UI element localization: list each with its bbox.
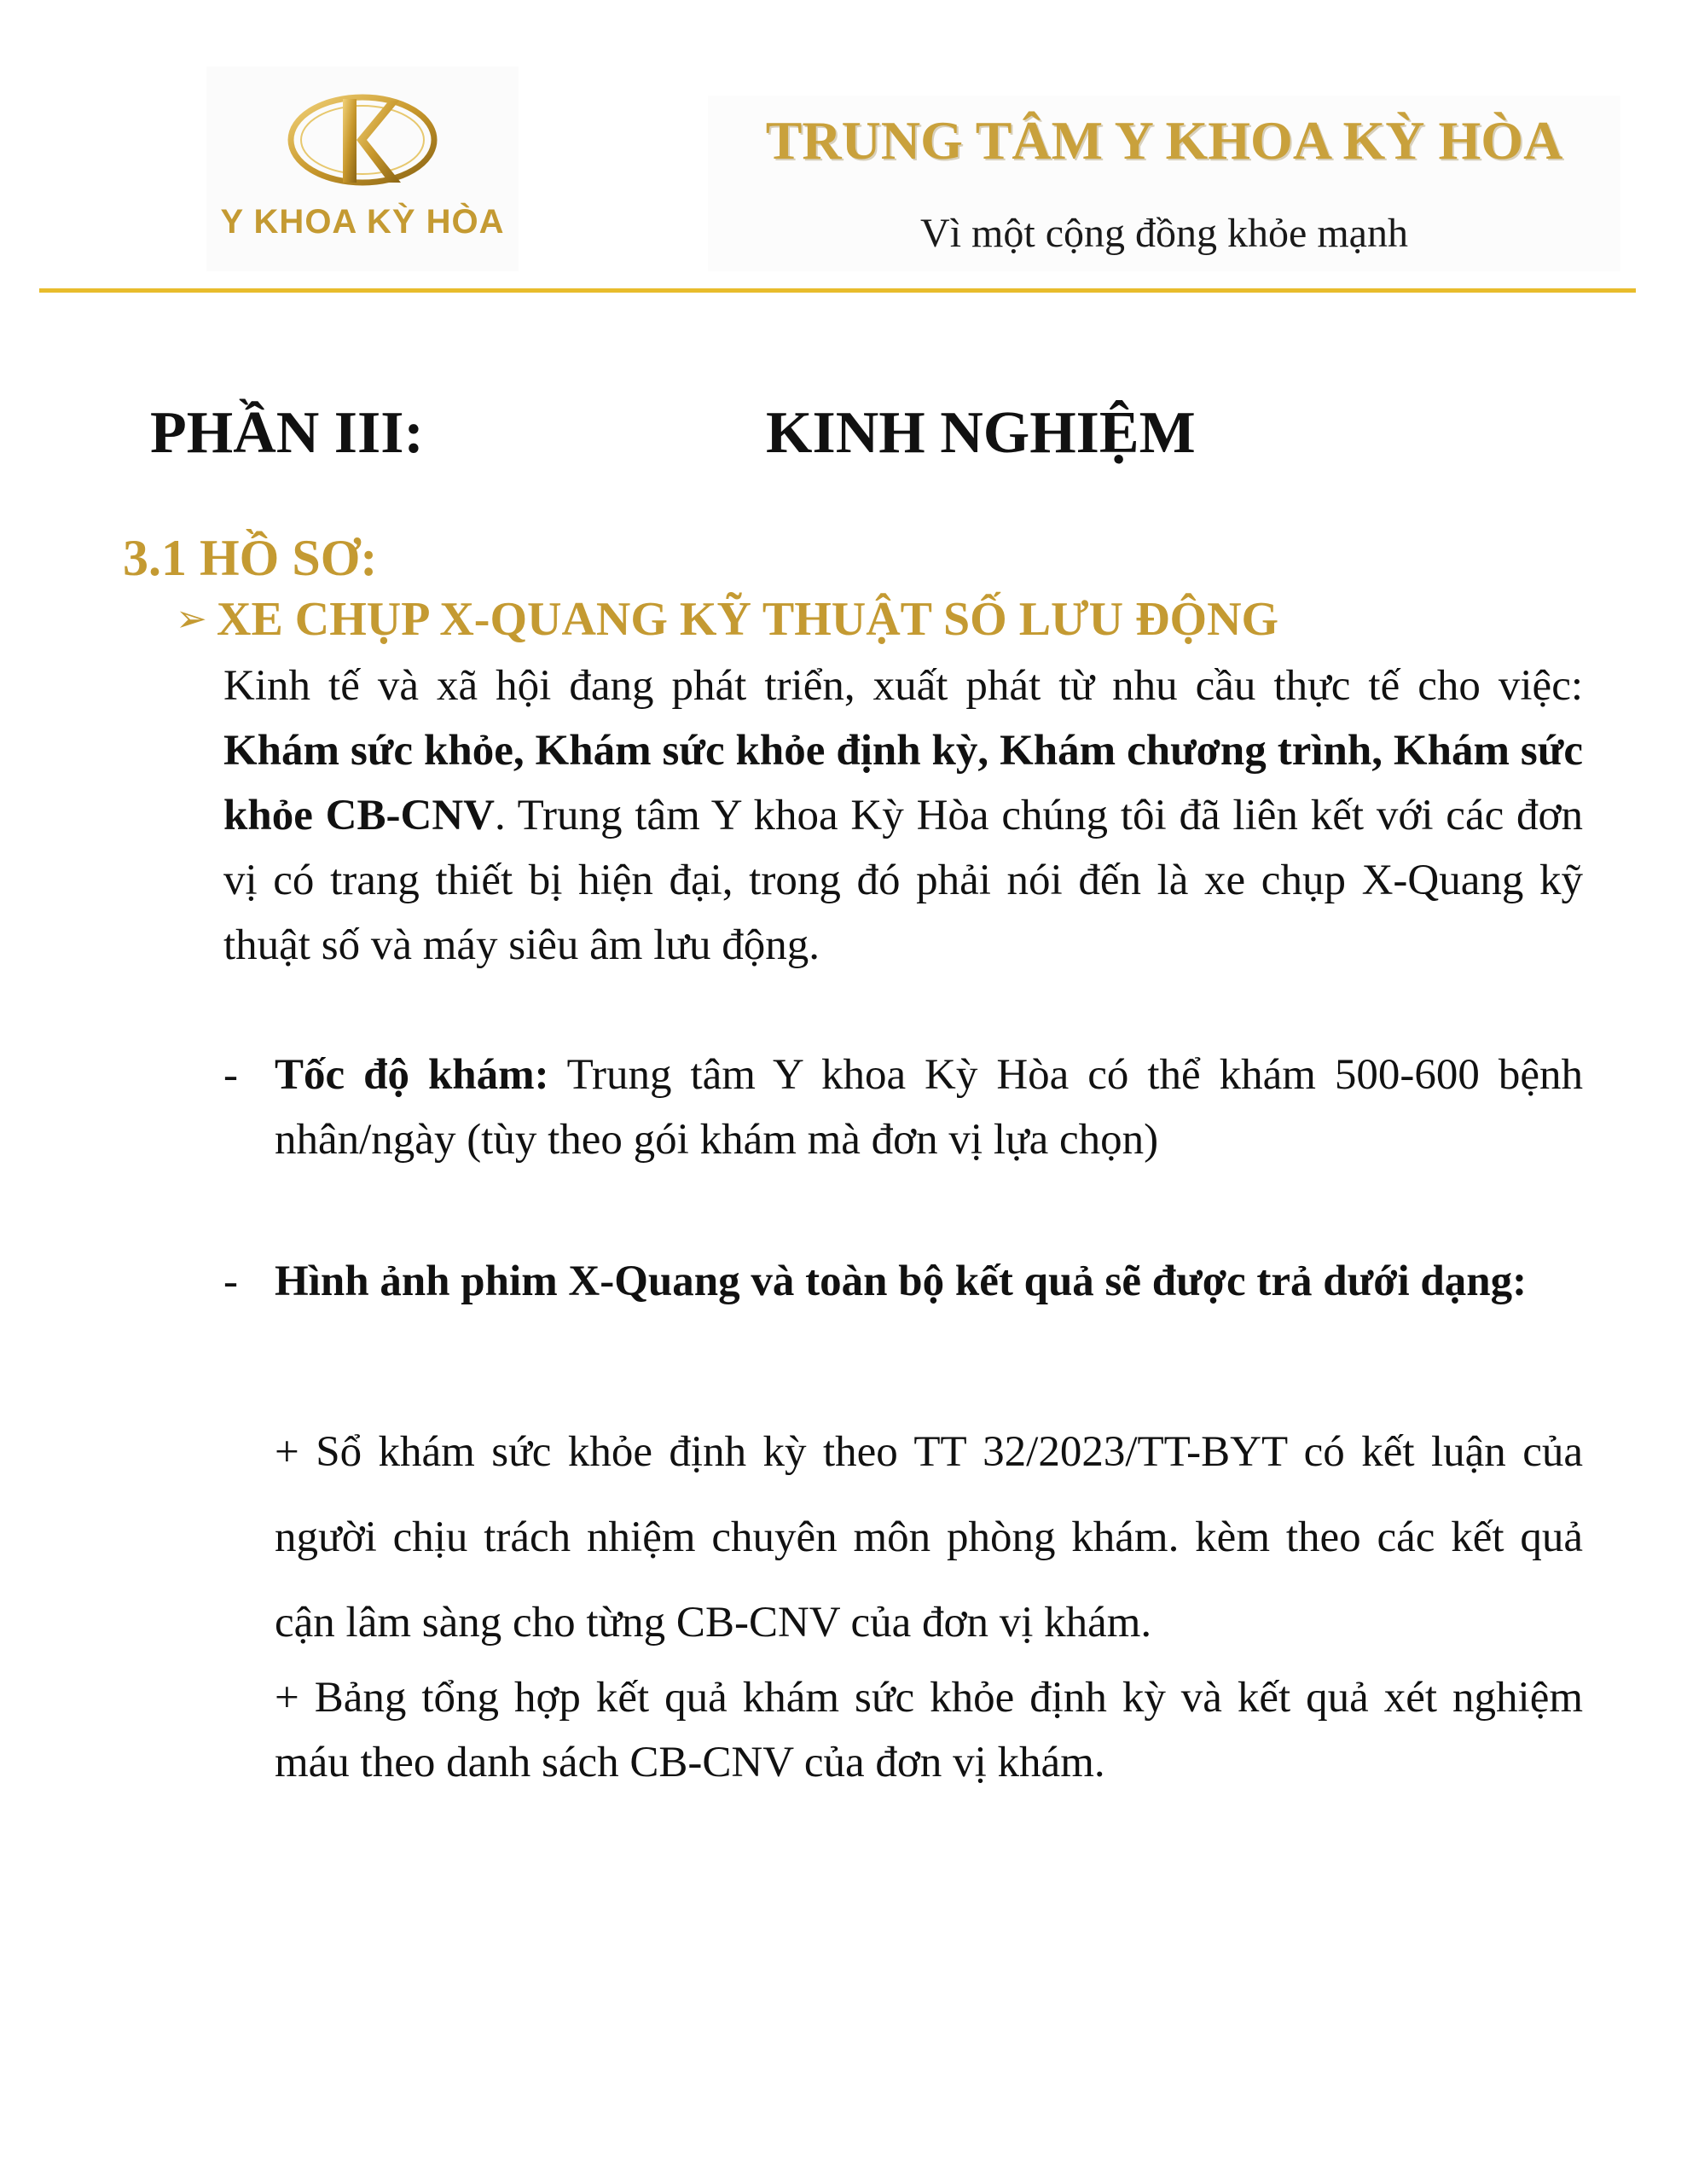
section-heading: 3.1 HỒ SƠ: [123,530,378,586]
logo-brand-text: Y KHOA KỲ HÒA [220,203,505,241]
list-item-results [223,1239,1583,1324]
intro-bold-services: Khám sức khỏe, Khám sức khỏe định kỳ, Khám chương trình, Khám sức khỏe CB-CNV [223,727,1583,839]
sub-heading-text: XE CHỤP X-QUANG KỸ THUẬT SỐ LƯU ĐỘNG [217,593,1279,646]
dash-bullet: - [223,1258,238,1305]
list-item-text [275,1239,1583,1324]
result-item-health-book: + Sổ khám sức khỏe định kỳ theo TT 32/2023/TT-BYT có kết luận của người chịu trách nhiệm chuyên môn phòng khám. kèm theo các kết quả cận lâm sàng cho từng CB-CNV của đơn vị khám. [275,1428,1583,1647]
list-item-body: Trung tâm Y khoa Kỳ Hòa có thể khám 500-600 bệnh nhân/ngày (tùy theo gói khám mà đơn vị lựa chọn) [275,1051,1583,1164]
dash-bullet: - [223,1051,238,1099]
logo [206,67,519,271]
list-item-speed [223,1043,1583,1172]
sub-heading [176,592,1278,647]
intro-text-end: . Trung tâm Y khoa Kỳ Hòa chúng tôi đã liên kết với các đơn vị có trang thiết bị hiện đại, trong đó phải nói đến là xe chụp X-Quang kỹ thuật số và máy siêu âm lưu động. [223,792,1583,969]
center-slogan: Vì một cộng đồng khỏe mạnh [920,211,1408,256]
part-title: KINH NGHIỆM [766,400,1196,466]
result-item-summary-table: + Bảng tổng hợp kết quả khám sức khỏe định kỳ và kết quả xét nghiệm máu theo danh sách CB-CNV của đơn vị khám. [275,1674,1583,1786]
list-item-label: Tốc độ khám: [275,1051,549,1099]
center-title: TRUNG TÂM Y KHOA KỲ HÒA [765,110,1563,171]
list-item-label: Hình ảnh phim X-Quang và toàn bộ kết quả sẽ được trả dưới dạng: [275,1258,1528,1305]
intro-text-start: Kinh tế và xã hội đang phát triển, xuất phát từ nhu cầu thực tế cho việc: [223,662,1583,710]
intro-paragraph [223,653,1583,978]
list-item-text [275,1043,1583,1172]
arrow-bullet-icon: ➢ [176,597,207,641]
part-label: PHẦN III: [150,400,424,466]
header-divider [39,288,1636,293]
